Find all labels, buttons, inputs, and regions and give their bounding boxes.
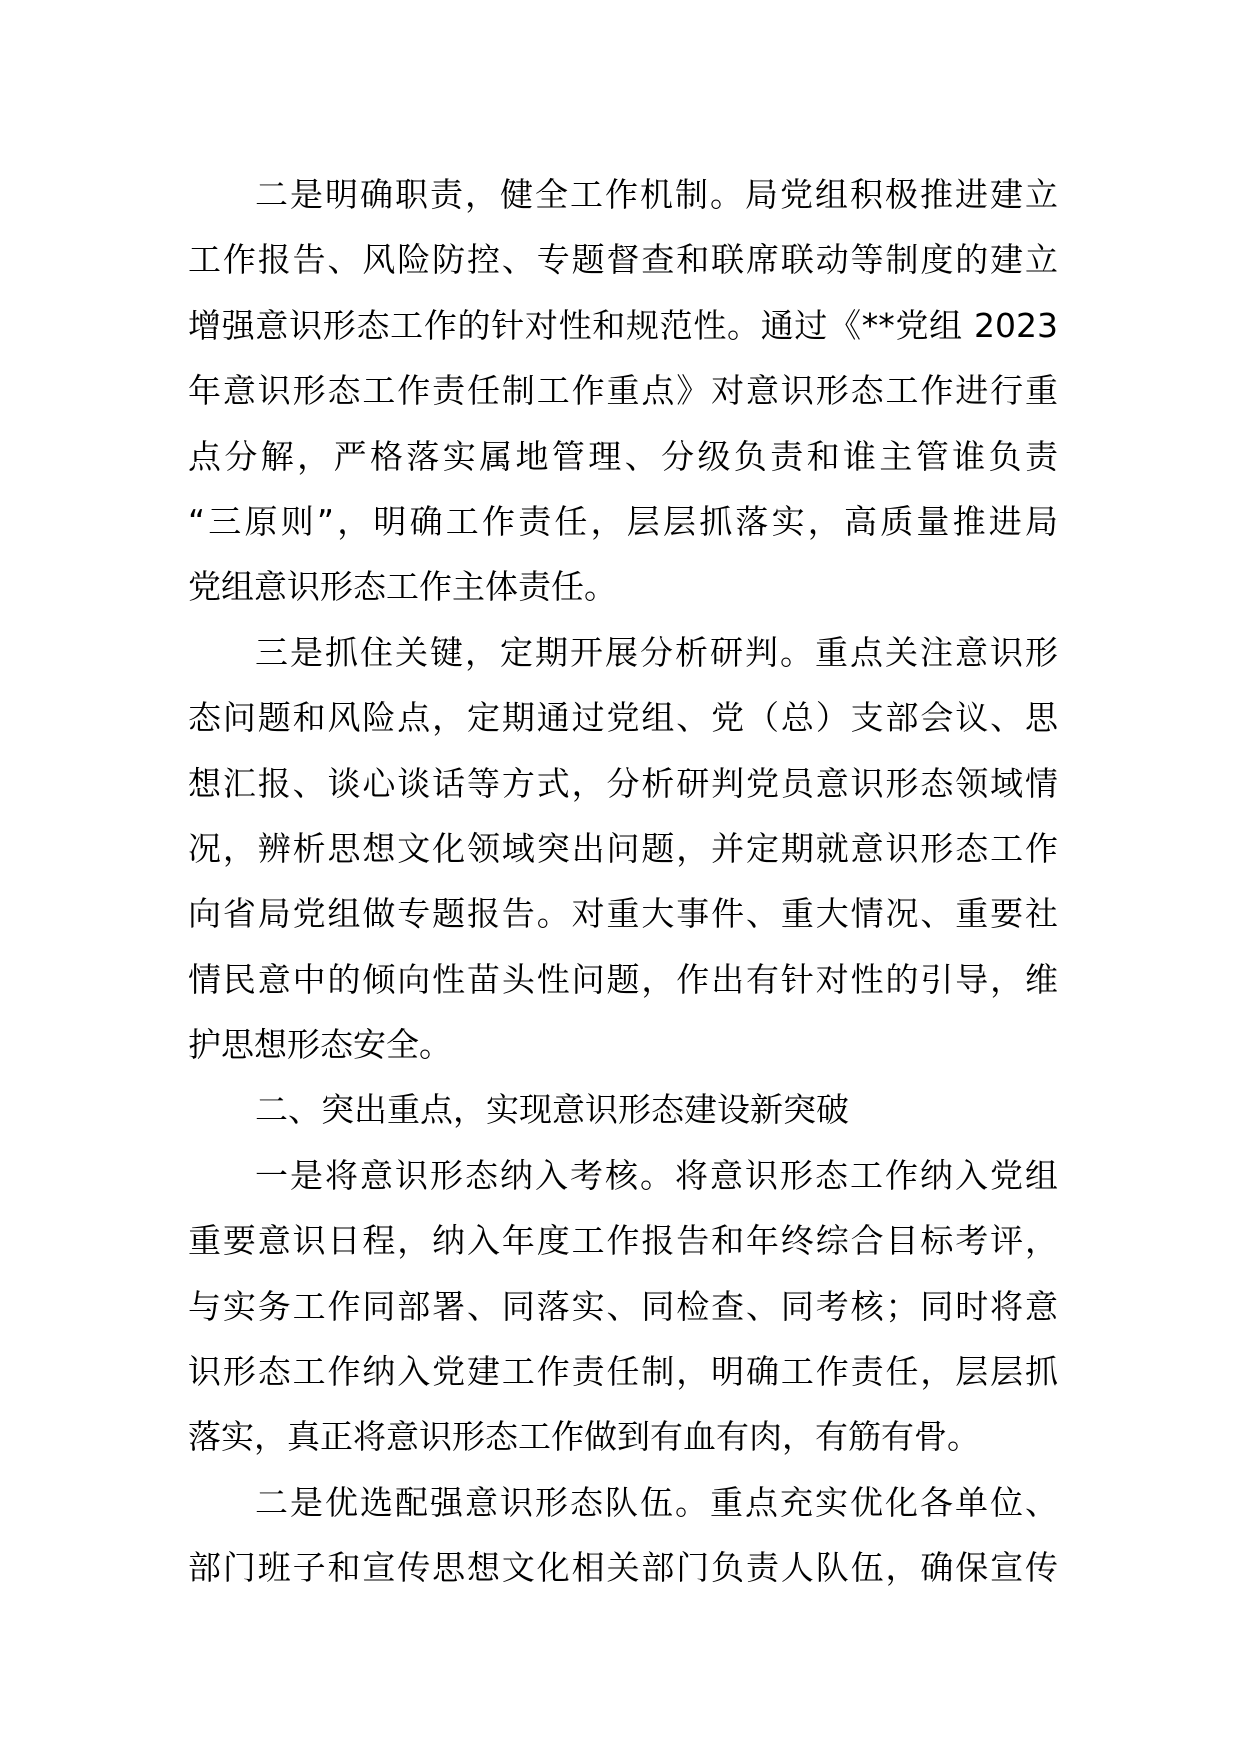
text-line: 工作报告、风险防控、专题督查和联席联动等制度的建立 [188, 240, 1058, 280]
text-line: 况，辨析思想文化领域突出问题，并定期就意识形态工作 [188, 828, 1058, 868]
text-line: 二是优选配强意识形态队伍。重点充实优化各单位、 [255, 1482, 1058, 1522]
text-line: 情民意中的倾向性苗头性问题，作出有针对性的引导，维 [188, 959, 1058, 999]
text-line: 想汇报、谈心谈话等方式，分析研判党员意识形态领域情 [188, 763, 1058, 803]
text-line: 增强意识形态工作的针对性和规范性。通过《**党组 2023 [188, 305, 1058, 345]
text-line: 党组意识形态工作主体责任。 [188, 567, 617, 607]
text-line: 年意识形态工作责任制工作重点》对意识形态工作进行重 [188, 371, 1058, 411]
text-line: 落实，真正将意识形态工作做到有血有肉，有筋有骨。 [188, 1417, 980, 1457]
text-line: 识形态工作纳入党建工作责任制，明确工作责任，层层抓 [188, 1352, 1058, 1392]
text-line: 三是抓住关键，定期开展分析研判。重点关注意识形 [255, 632, 1058, 672]
text-line: 二是明确职责，健全工作机制。局党组积极推进建立 [255, 175, 1058, 214]
text-line: 护思想形态安全。 [188, 1025, 452, 1065]
text-line: 部门班子和宣传思想文化相关部门负责人队伍，确保宣传 [188, 1548, 1058, 1588]
text-line: 态问题和风险点，定期通过党组、党（总）支部会议、思 [188, 698, 1058, 738]
text-line: 一是将意识形态纳入考核。将意识形态工作纳入党组 [255, 1155, 1058, 1195]
text-line: “三原则”，明确工作责任，层层抓落实，高质量推进局 [188, 501, 1058, 541]
text-line: 二、突出重点，实现意识形态建设新突破 [255, 1090, 849, 1130]
text-line: 向省局党组做专题报告。对重大事件、重大情况、重要社 [188, 894, 1058, 934]
document-body [188, 162, 1058, 1601]
text-line: 重要意识日程，纳入年度工作报告和年终综合目标考评， [188, 1221, 1058, 1261]
text-line: 点分解，严格落实属地管理、分级负责和谁主管谁负责 [188, 436, 1058, 476]
text-line: 与实务工作同部署、同落实、同检查、同考核；同时将意 [188, 1286, 1058, 1326]
